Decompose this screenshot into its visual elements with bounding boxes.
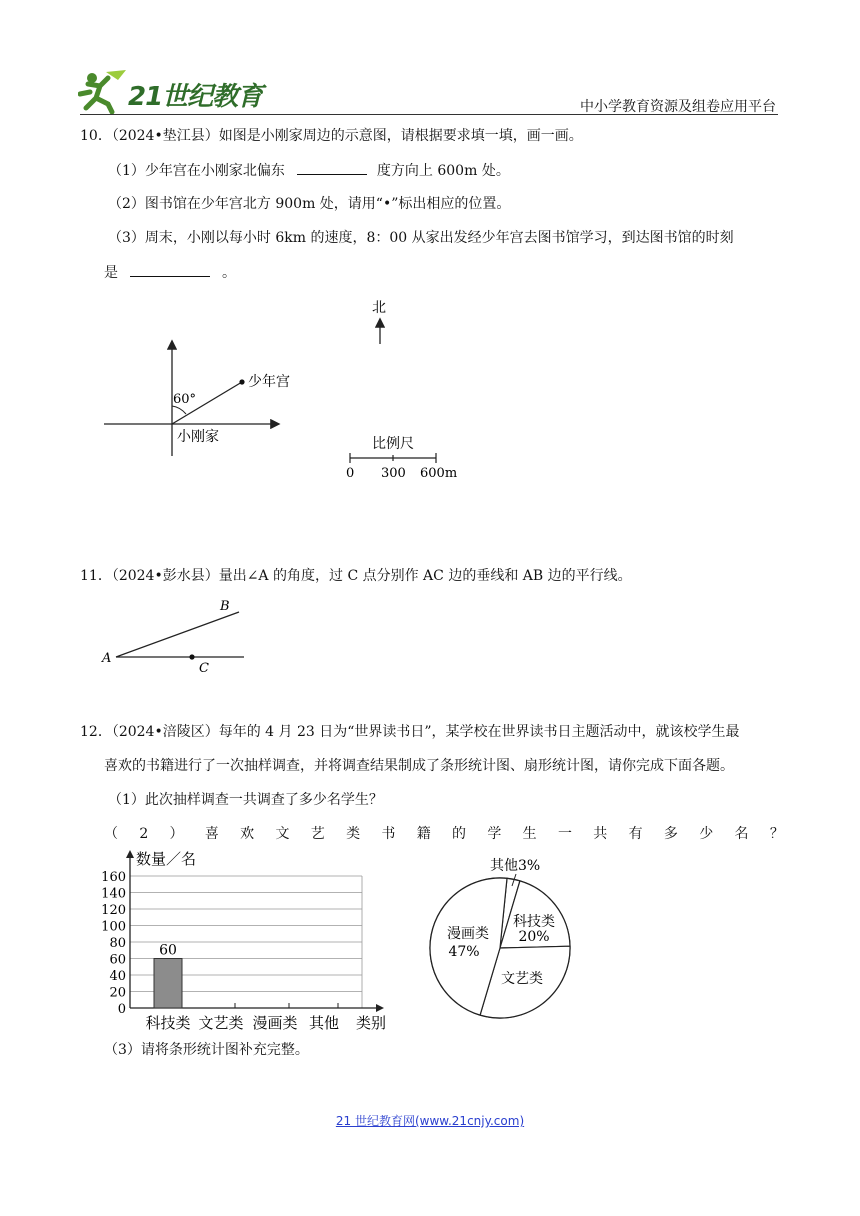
scale-title: 比例尺 <box>372 436 414 452</box>
q10-part1-answer-blank[interactable] <box>297 160 367 175</box>
q12-part2-char: 艺 <box>310 826 325 842</box>
label-b: B <box>220 599 230 614</box>
q10-part1 <box>108 160 510 181</box>
q12-stem-line1: 12．（2024•涪陵区）每年的 4 月 23 日为“世界读书日”，某学校在世界读书日主题活动中，就该校学生最 <box>80 724 740 740</box>
x-category-label: 科技类 <box>145 1014 191 1032</box>
angle-label: 60° <box>173 392 197 407</box>
q11-angle-figure <box>96 594 256 678</box>
q12-stem-line2: 喜欢的书籍进行了一次抽样调查，并将调查结果制成了条形统计图、扇形统计图，请你完成下面各题。 <box>104 758 734 774</box>
q12-part2-char: 生 <box>522 826 537 842</box>
x-axis-arrow <box>376 1004 384 1012</box>
label-a: A <box>102 651 112 666</box>
y-tick-label: 80 <box>109 936 126 951</box>
x-axis-title: 类别 <box>356 1014 387 1032</box>
q12-part2-char: 2 <box>139 826 149 842</box>
scale-tick-0: 0 <box>346 466 355 481</box>
q12-part2-char: 类 <box>346 826 361 842</box>
pie-label-other: 其他3% <box>490 858 541 874</box>
x-category-label: 漫画类 <box>252 1014 298 1032</box>
youth-palace-point <box>239 379 244 384</box>
x-category-label: 文艺类 <box>198 1014 244 1032</box>
q12-part2-char: 籍 <box>416 826 431 842</box>
y-tick-label: 120 <box>101 903 126 918</box>
q12-part2-char: 欢 <box>240 826 255 842</box>
q12-part2-char: ） <box>169 826 184 842</box>
q12-part2-char: 喜 <box>204 826 219 842</box>
q10-part3: （3）周末，小刚以每小时 6km 的速度，8：00 从家出发经少年宫去图书馆学习，到达图书馆的时刻 <box>108 230 734 246</box>
scale-tick-300: 300 <box>381 466 406 481</box>
pie-label-art: 文艺类 <box>501 971 543 987</box>
header-divider <box>80 114 778 115</box>
angle-arc <box>172 406 186 414</box>
q10-part1-tail: 度方向上 600m 处。 <box>376 163 510 179</box>
youth-palace-label: 少年宫 <box>248 374 290 390</box>
q12-part2-char: 文 <box>275 826 290 842</box>
scale-tick-600m: 600m <box>420 466 458 481</box>
y-tick-label: 0 <box>117 1002 126 1017</box>
q12-part2-char: 有 <box>628 826 643 842</box>
pie-label-tech-pct: 20% <box>518 929 550 945</box>
q12-part3: （3）请将条形统计图补充完整。 <box>104 1042 309 1058</box>
q12-part2-char: 多 <box>663 826 678 842</box>
q10-part3-end: 。 <box>222 265 236 281</box>
pie-chart <box>420 852 580 1028</box>
q10-part3-shi: 是 <box>104 265 118 281</box>
q10-stem: 10．（2024•垫江县）如图是小刚家周边的示意图，请根据要求填一填，画一画。 <box>80 128 583 144</box>
q10-part1-text: （1）少年宫在小刚家北偏东 <box>108 163 285 179</box>
y-tick-label: 100 <box>101 919 126 935</box>
ray-ab <box>116 612 239 657</box>
q10-part3-answer-blank[interactable] <box>130 262 210 277</box>
bar-chart <box>100 846 400 1034</box>
q12-part1: （1）此次抽样调查一共调查了多少名学生？ <box>108 792 383 808</box>
north-label: 北 <box>372 300 386 316</box>
footer-link[interactable]: 21 世纪教育网(www.21cnjy.com) <box>335 1114 525 1128</box>
q12-part2-char: ？ <box>769 826 784 842</box>
q12-part2-char: 的 <box>452 826 467 842</box>
q12-part2-char: 书 <box>381 826 396 842</box>
q12-part2-char: （ <box>104 826 118 842</box>
logo-text: 21世纪教育 <box>128 82 263 112</box>
q12-part2-char: 共 <box>593 826 608 842</box>
y-tick-label: 20 <box>109 985 126 1001</box>
y-tick-label: 60 <box>109 952 126 968</box>
bar-data-label: 60 <box>159 942 177 959</box>
y-tick-label: 40 <box>109 969 126 984</box>
x-category-label: 其他 <box>308 1014 340 1032</box>
point-c <box>189 654 194 659</box>
y-tick-label: 140 <box>101 886 126 902</box>
q10-part3-cont <box>104 262 236 283</box>
pie-label-comic: 漫画类 <box>447 926 489 942</box>
label-c: C <box>199 661 209 676</box>
q12-part2-char: 一 <box>557 826 572 842</box>
q10-part2: （2）图书馆在少年宫北方 900m 处，请用“•”标出相应的位置。 <box>108 196 511 212</box>
q12-part2 <box>104 824 784 844</box>
platform-title: 中小学教育资源及组卷应用平台 <box>580 99 776 115</box>
bar-0 <box>154 959 182 1009</box>
home-label: 小刚家 <box>177 429 219 445</box>
q12-part2-char: 学 <box>487 826 502 842</box>
q10-map-figure <box>100 296 480 486</box>
pie-label-tech: 科技类 <box>513 914 555 930</box>
y-tick-label: 160 <box>101 870 126 885</box>
y-axis-arrow <box>126 850 134 858</box>
pie-label-comic-pct: 47% <box>448 944 480 960</box>
q12-part2-char: 名 <box>734 826 749 842</box>
q11-stem: 11．（2024•彭水县）量出∠A 的角度，过 C 点分别作 AC 边的垂线和 AB 边的平行线。 <box>80 568 632 584</box>
q12-part2-char: 少 <box>699 826 714 842</box>
y-axis-title: 数量／名 <box>136 850 197 868</box>
